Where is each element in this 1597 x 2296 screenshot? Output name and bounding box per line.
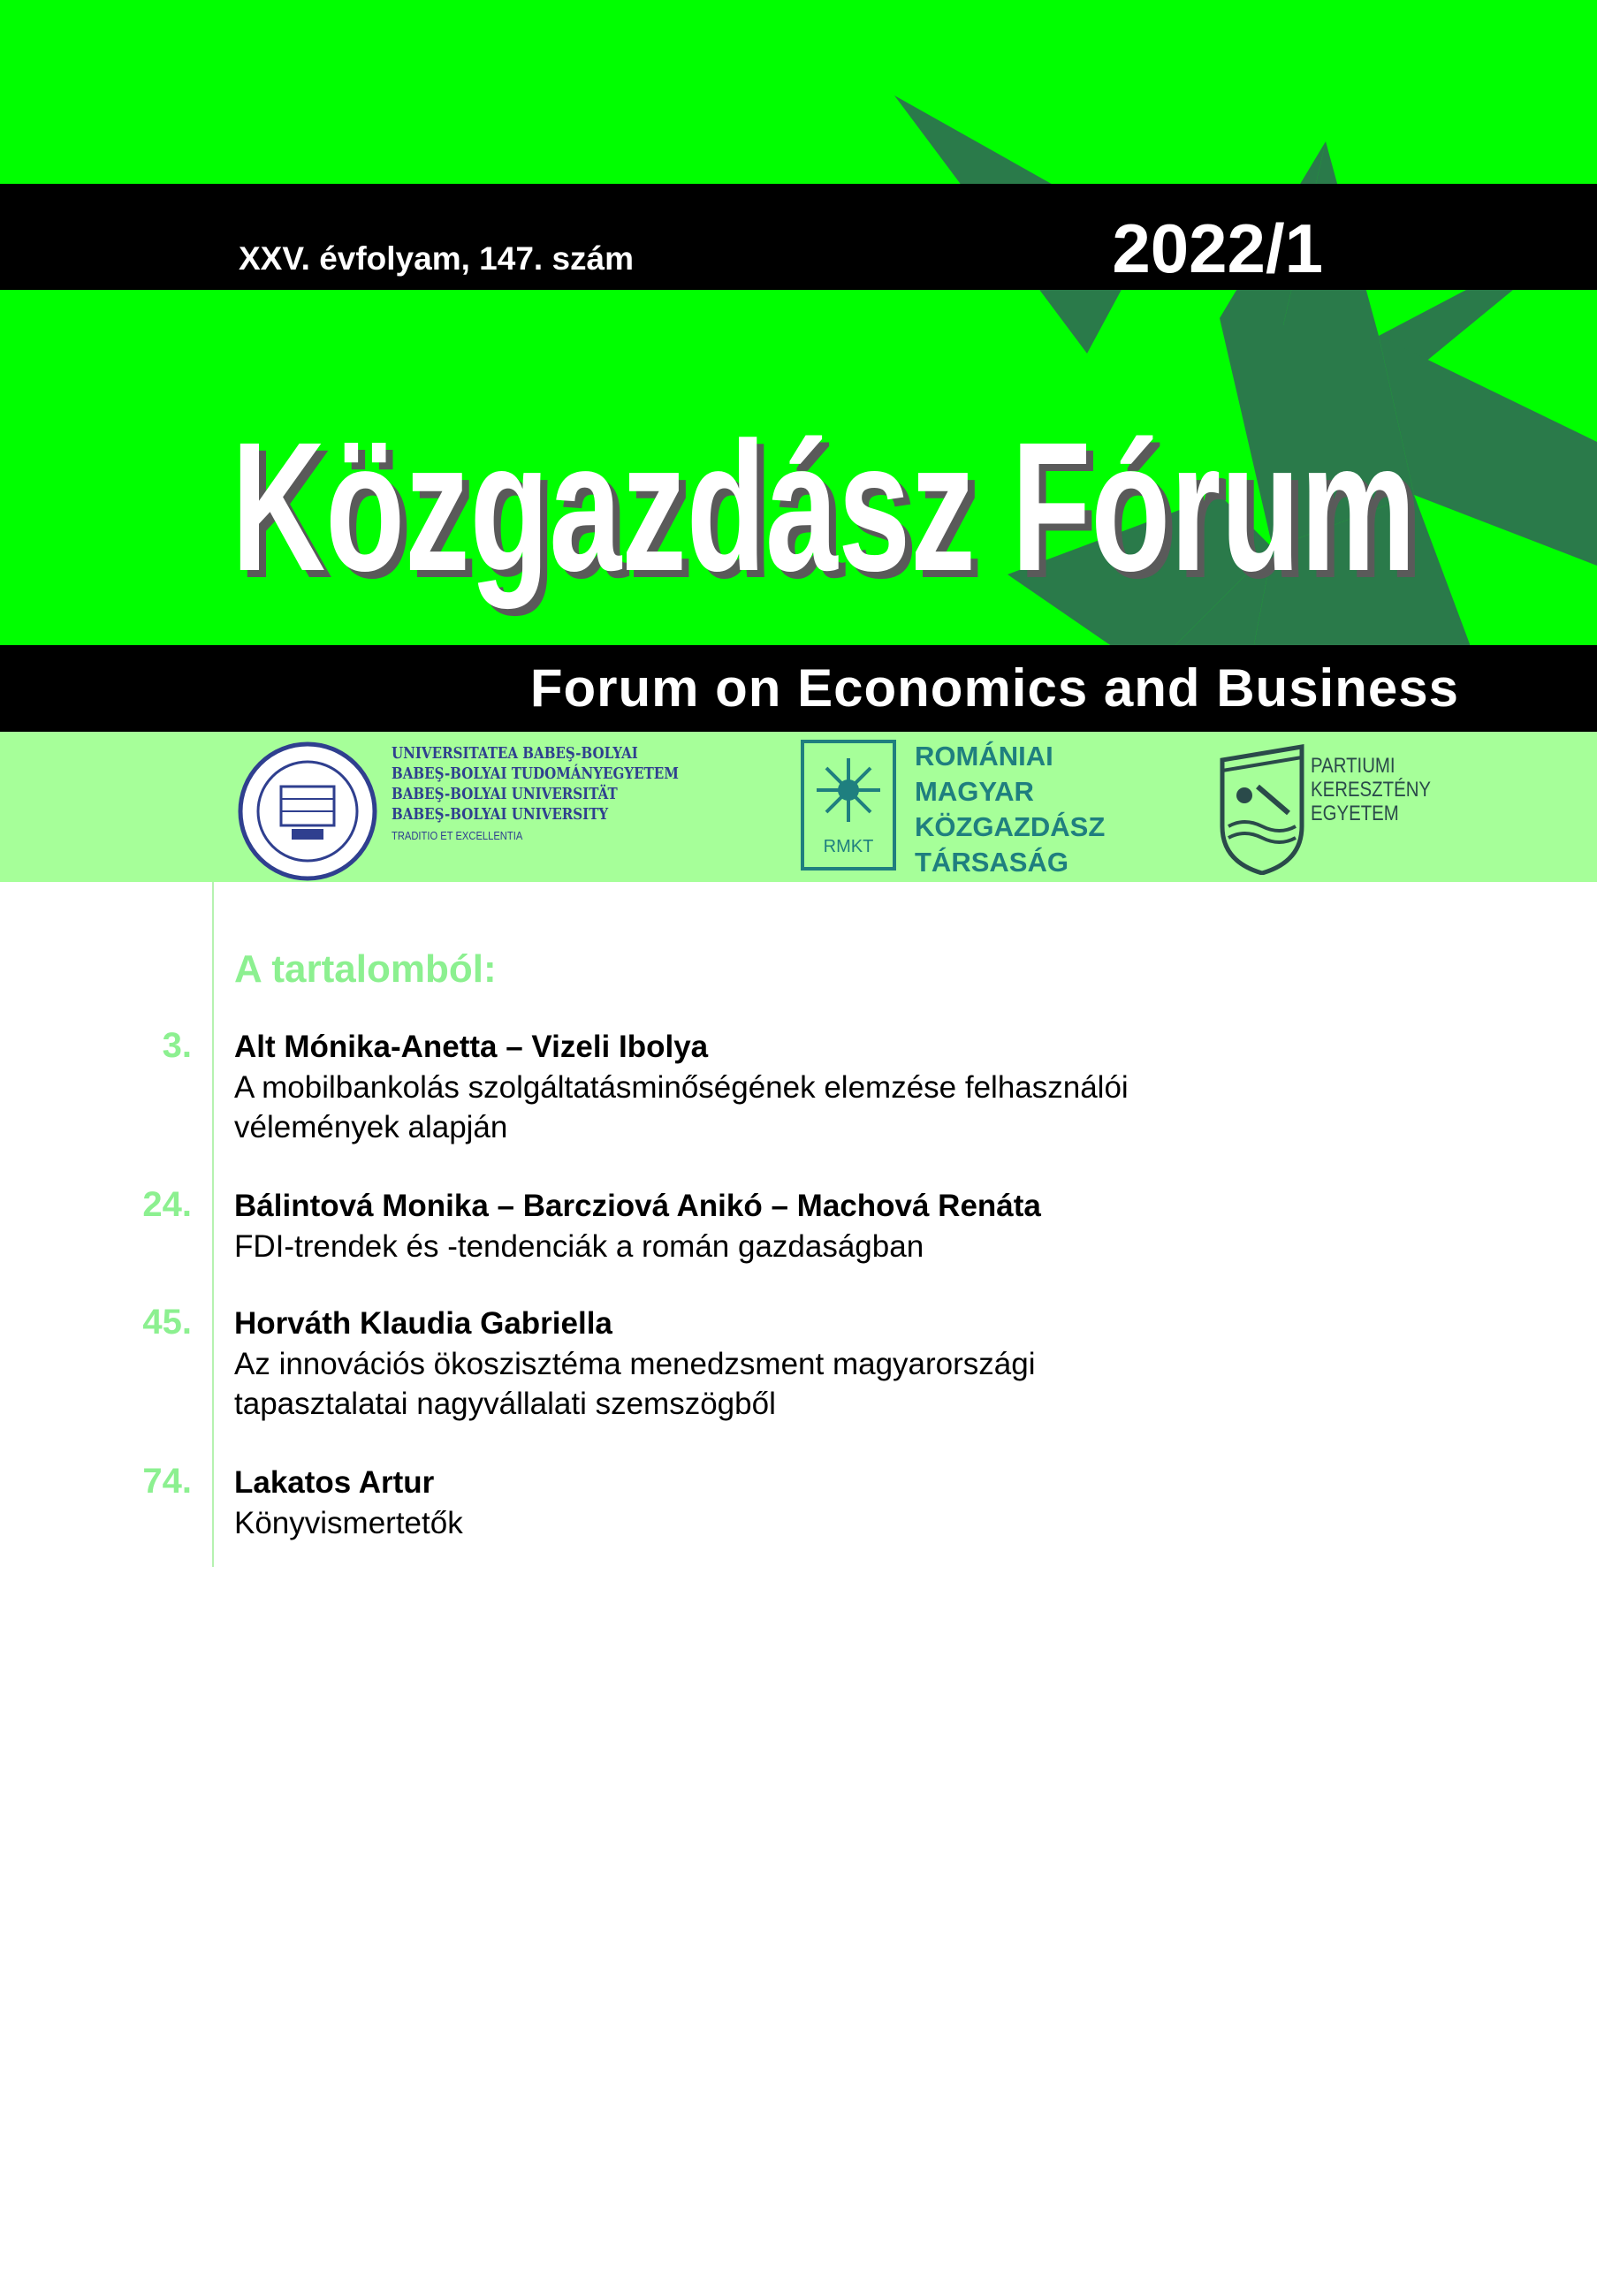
issue-number: 2022/1 <box>1112 209 1323 287</box>
university-name-line: BABEŞ-BOLYAI TUDOMÁNYEGYETEM <box>392 765 679 783</box>
volume-number: XXV. évfolyam, 147. szám <box>239 240 635 277</box>
university-motto: TRADITIO ET EXCELLENTIA <box>392 829 523 842</box>
toc-article-title: Az innovációs ökoszisztéma menedzsment magyarországi <box>234 1347 1036 1381</box>
pke-name <box>1311 754 1431 825</box>
university-name-line: BABEŞ-BOLYAI UNIVERSITY <box>392 806 609 824</box>
university-name <box>392 744 679 846</box>
toc-heading: A tartalomból: <box>234 947 497 991</box>
toc-article-title: Könyvismertetők <box>234 1506 463 1540</box>
rmkt-badge: RMKT <box>823 837 874 856</box>
journal-title-shadow: Közgazdász Fórum <box>239 412 1423 617</box>
rmkt-name-line: ROMÁNIAI <box>915 741 1053 772</box>
rmkt-name-line: MAGYAR <box>915 776 1034 807</box>
rmkt-name-line: KÖZGAZDÁSZ <box>915 811 1106 842</box>
toc-article-title: vélemények alapján <box>234 1110 508 1144</box>
journal-title-text: Közgazdász Fórum <box>232 405 1416 610</box>
toc-page-number: 24. <box>142 1185 192 1224</box>
toc-page-number: 45. <box>142 1303 192 1342</box>
rmkt-name-line: TÁRSASÁG <box>915 847 1068 878</box>
toc-article-title: A mobilbankolás szolgáltatásminőségének elemzése felhasználói <box>234 1070 1129 1105</box>
toc-article-title: FDI-trendek és -tendenciák a román gazdaságban <box>234 1229 924 1264</box>
pke-name-line: PARTIUMI <box>1311 754 1395 778</box>
journal-subtitle: Forum on Economics and Business <box>529 658 1459 718</box>
toc-page-number: 74. <box>142 1462 192 1501</box>
toc-authors: Horváth Klaudia Gabriella <box>234 1306 612 1341</box>
pke-name-line: EGYETEM <box>1311 802 1399 825</box>
toc-authors: Alt Mónika-Anetta – Vizeli Ibolya <box>234 1030 709 1064</box>
toc-article-title: tapasztalatai nagyvállalati szemszögből <box>234 1387 776 1421</box>
pke-name-line: KERESZTÉNY <box>1311 778 1432 802</box>
university-name-line: UNIVERSITATEA BABEŞ-BOLYAI <box>392 745 638 763</box>
university-name-line: BABEŞ-BOLYAI UNIVERSITÄT <box>392 786 618 803</box>
toc-divider <box>212 882 214 1567</box>
toc-page-number: 3. <box>162 1026 192 1065</box>
rmkt-name <box>915 739 1105 880</box>
university-seal-icon <box>237 741 378 882</box>
rmkt-logo-icon <box>800 739 897 871</box>
journal-title <box>232 376 1433 641</box>
pke-shield-icon <box>1218 742 1306 875</box>
toc-authors: Lakatos Artur <box>234 1465 435 1500</box>
toc-authors: Bálintová Monika – Barcziová Anikó – Machová Renáta <box>234 1189 1041 1223</box>
